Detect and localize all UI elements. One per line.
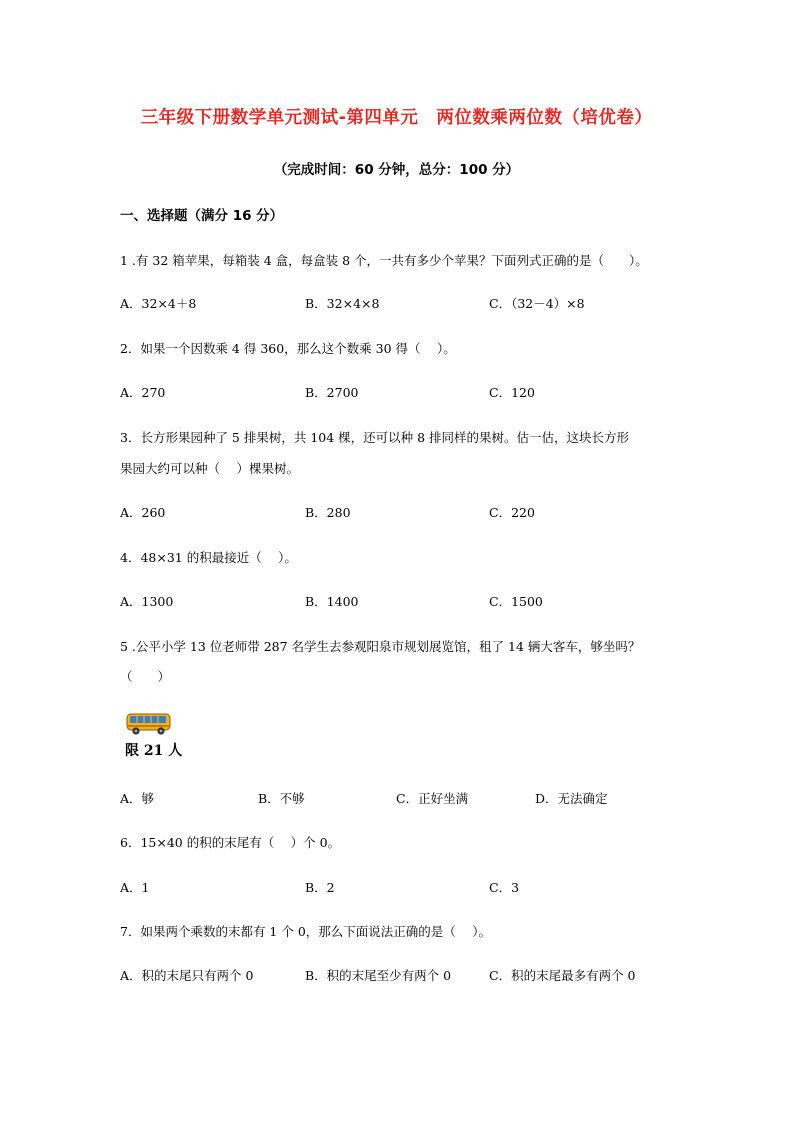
question-4-text: 4．48×31 的积最接近（ ）。 (120, 550, 297, 565)
bus-capacity-label: 限 21 人 (125, 743, 183, 759)
question-2-option-c: C．120 (489, 385, 535, 400)
question-4-option-a: A．1300 (120, 594, 174, 609)
question-6-option-b: B．2 (305, 880, 335, 895)
question-7-text: 7．如果两个乘数的末都有 1 个 0，那么下面说法正确的是（ ）。 (120, 924, 492, 939)
page-title: 三年级下册数学单元测试-第四单元 两位数乘两位数（培优卷） (140, 108, 653, 128)
question-5-option-a: A．够 (120, 791, 155, 806)
question-4-option-c: C．1500 (489, 594, 543, 609)
question-3-option-a: A．260 (120, 505, 166, 520)
bus-icon (126, 712, 172, 740)
question-2-option-b: B．2700 (305, 385, 359, 400)
question-6-text: 6．15×40 的积的末尾有（ ）个 0。 (120, 835, 341, 850)
question-6-option-c: C．3 (489, 880, 520, 895)
question-5-option-c: C．正好坐满 (396, 791, 469, 806)
question-1-option-a: A．32×4＋8 (120, 296, 197, 311)
question-5-option-d: D．无法确定 (535, 791, 608, 806)
section-heading-multiple-choice: 一、选择题（满分 16 分） (120, 208, 284, 224)
question-5-text-line1: 5 .公平小学 13 位老师带 287 名学生去参观阳泉市规划展览馆，租了 14 辆大客车，够坐吗？ (120, 639, 641, 654)
time-score-note: （完成时间：60 分钟，总分：100 分） (273, 162, 520, 178)
question-7-option-a: A．积的末尾只有两个 0 (120, 968, 254, 983)
question-2-option-a: A．270 (120, 385, 166, 400)
question-3-option-c: C．220 (489, 505, 535, 520)
question-1-option-b: B．32×4×8 (305, 296, 380, 311)
question-7-option-c: C．积的末尾最多有两个 0 (489, 968, 636, 983)
question-5-text-line2: （ ） (120, 669, 171, 684)
question-5-option-b: B．不够 (258, 791, 305, 806)
question-3-option-b: B．280 (305, 505, 351, 520)
question-3-text-line2: 果园大约可以种（ ）棵果树。 (120, 461, 299, 476)
question-1-text: 1 .有 32 箱苹果，每箱装 4 盒，每盒装 8 个，一共有多少个苹果？下面列式正确的是（ ）。 (120, 253, 648, 268)
question-2-text: 2．如果一个因数乘 4 得 360，那么这个数乘 30 得（ ）。 (120, 341, 456, 356)
question-1-option-c: C．（32－4）×8 (489, 296, 585, 311)
question-3-text-line1: 3．长方形果园种了 5 排果树，共 104 棵，还可以种 8 排同样的果树。估一估，这块长方形 (120, 430, 630, 445)
question-7-option-b: B．积的末尾至少有两个 0 (305, 968, 452, 983)
question-4-option-b: B．1400 (305, 594, 359, 609)
question-6-option-a: A．1 (120, 880, 150, 895)
